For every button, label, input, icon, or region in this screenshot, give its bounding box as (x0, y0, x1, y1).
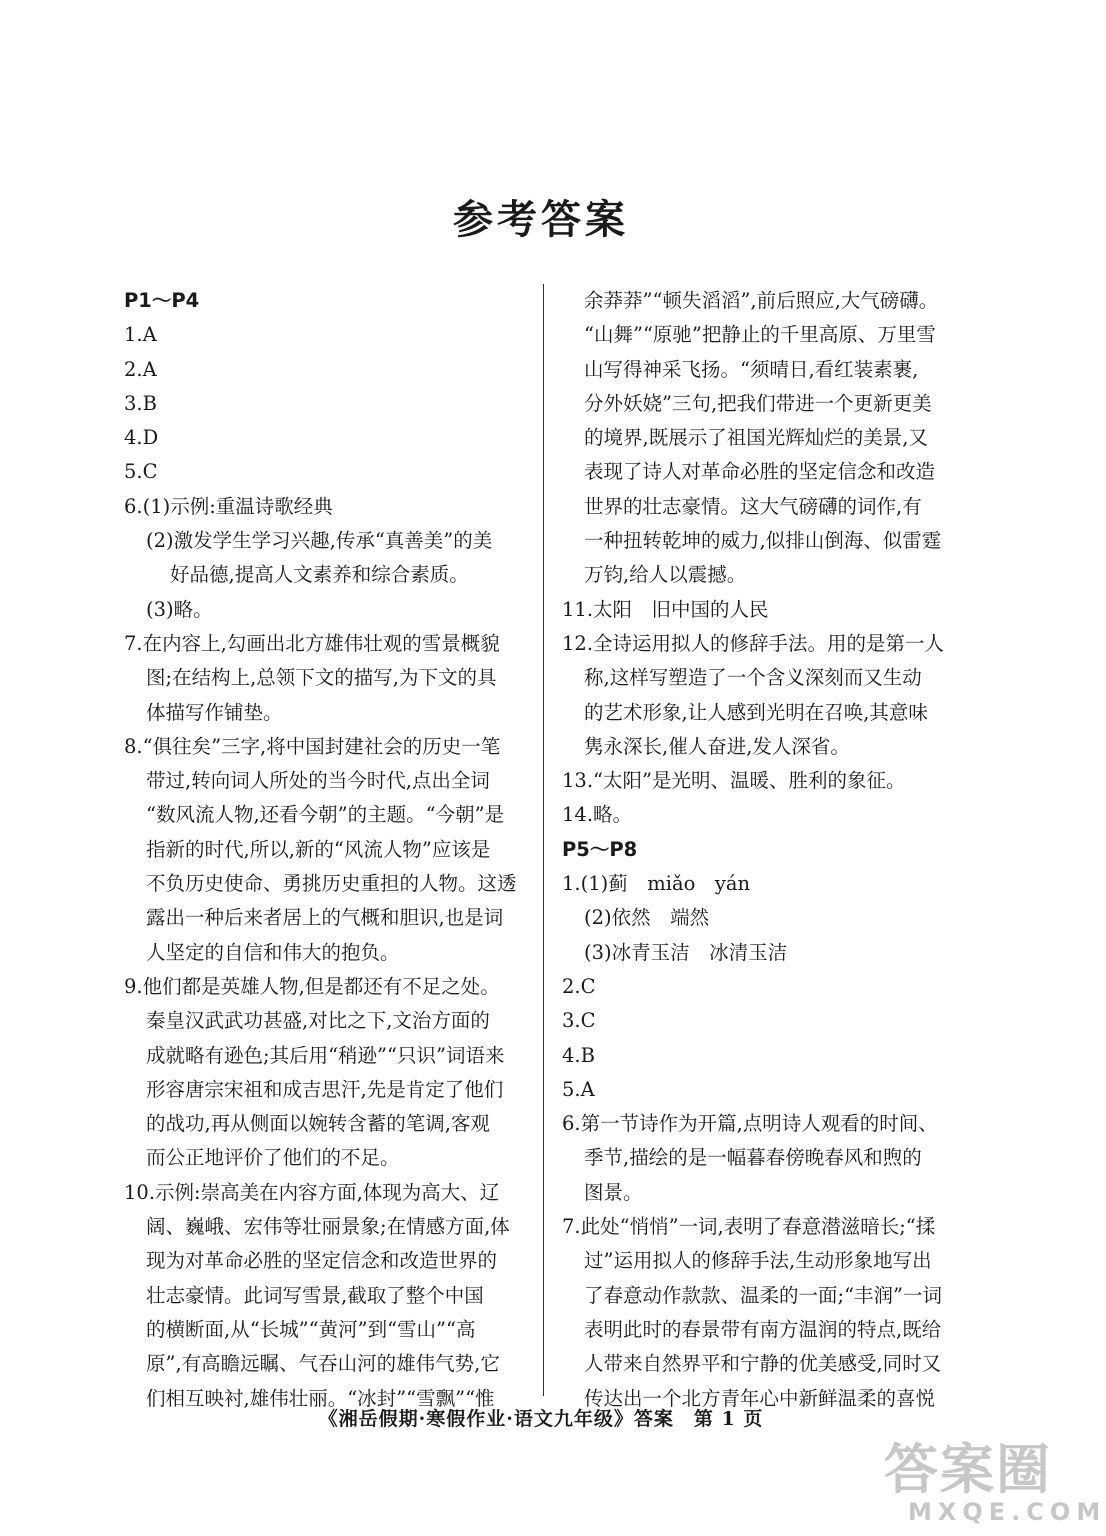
answer-line: 5.C (124, 460, 158, 484)
answer-line: 11.太阳 旧中国的人民 (562, 597, 769, 621)
answer-line: (3)略。 (146, 597, 213, 621)
answer-line: 的战功,再从侧面以婉转含蓄的笔调,客观 (146, 1112, 490, 1136)
answer-line: (2)激发学生学习兴趣,传承“真善美”的美 (146, 529, 493, 553)
answer-line: 2.C (562, 974, 596, 998)
answer-line: 14.略。 (562, 803, 633, 827)
answer-line: 原”,有高瞻远瞩、气吞山河的雄伟气势,它 (146, 1352, 500, 1376)
answer-line: 8.“俱往矣”三字,将中国封建社会的历史一笔 (124, 734, 501, 758)
answer-line: “山舞”“原驰”把静止的千里高原、万里雪 (584, 323, 936, 347)
answer-column-left (124, 284, 534, 1416)
answer-line: 5.A (562, 1077, 595, 1101)
answer-line: (3)冰青玉洁 冰清玉洁 (584, 940, 788, 964)
answer-line: 露出一种后来者居上的气概和胆识,也是词 (146, 906, 504, 930)
answer-line: 现为对革命必胜的坚定信念和改造世界的 (146, 1249, 498, 1273)
answer-line: 世界的壮志豪情。这大气磅礴的词作,有 (584, 494, 922, 518)
answer-line: 人坚定的自信和伟大的抱负。 (146, 940, 400, 964)
answer-line: 6.第一节诗作为开篇,点明诗人观看的时间、 (562, 1112, 938, 1136)
answer-line: “数风流人物,还看今朝”的主题。“今朝”是 (146, 803, 505, 827)
answer-line: 形容唐宗宋祖和成吉思汗,先是肯定了他们 (146, 1077, 504, 1101)
answer-line: 13.“太阳”是光明、温暖、胜利的象征。 (562, 769, 906, 793)
answer-line: 不负历史使命、勇挑历史重担的人物。这透 (146, 872, 517, 896)
answer-line: 的境界,既展示了祖国光辉灿烂的美景,又 (584, 426, 928, 450)
answer-line: 隽永深长,催人奋进,发人深省。 (584, 734, 850, 758)
answer-line: 阔、巍峨、宏伟等壮丽景象;在情感方面,体 (146, 1215, 510, 1239)
answer-line: 2.A (124, 357, 157, 381)
answer-line: 12.全诗运用拟人的修辞手法。用的是第一人 (562, 631, 945, 655)
answer-column-right (562, 284, 962, 1416)
answer-line: 而公正地评价了他们的不足。 (146, 1146, 400, 1170)
answer-line: 分外妖娆”三句,把我们带进一个更新更美 (584, 391, 932, 415)
answer-line: 秦皇汉武武功甚盛,对比之下,文治方面的 (146, 1009, 490, 1033)
answer-line: 9.他们都是英雄人物,但是都还有不足之处。 (124, 974, 500, 998)
answer-line: 3.B (124, 391, 157, 415)
answer-line: 壮志豪情。此词写雪景,截取了整个中国 (146, 1283, 484, 1307)
answer-line: 图;在结构上,总领下文的描写,为下文的具 (146, 666, 497, 690)
answer-line: 成就略有逊色;其后用“稍逊”“只识”词语来 (146, 1043, 505, 1067)
answer-line: 们相互映衬,雄伟壮丽。“冰封”“雪飘”“惟 (146, 1386, 495, 1410)
watermark-main: 答案圈 (884, 1438, 1052, 1501)
section-heading: P1～P4 (124, 289, 200, 312)
answer-line: 一种扭转乾坤的威力,似排山倒海、似雷霆 (584, 529, 942, 553)
answer-line: 6.(1)示例:重温诗歌经典 (124, 494, 333, 518)
answer-line: 的横断面,从“长城”“黄河”到“雪山”“高 (146, 1317, 476, 1341)
answer-line: 3.C (562, 1009, 596, 1033)
answer-line: 指新的时代,所以,新的“风流人物”应该是 (146, 837, 491, 861)
answer-line: 带过,转向词人所处的当今时代,点出全词 (146, 769, 490, 793)
answer-line: 称,这样写塑造了一个含义深刻而又生动 (584, 666, 922, 690)
answer-line: 过”运用拟人的修辞手法,生动形象地写出 (584, 1249, 932, 1273)
answer-line: 1.A (124, 323, 157, 347)
answer-line: 4.B (562, 1043, 595, 1067)
answer-line: 了春意动作款款、温柔的一面;“丰润”一词 (584, 1283, 943, 1307)
answer-line: 1.(1)蓟 miǎo yán (562, 872, 751, 896)
watermark-sub: MXQE.COM (908, 1498, 1106, 1526)
answer-line: 山写得神采飞扬。“须晴日,看红装素裹, (584, 357, 919, 381)
answer-line: 传达出一个北方青年心中新鲜温柔的喜悦 (584, 1386, 936, 1410)
answer-line: 表明此时的春景带有南方温润的特点,既给 (584, 1317, 942, 1341)
answer-line: 7.在内容上,勾画出北方雄伟壮观的雪景概貌 (124, 631, 500, 655)
answer-line: 4.D (124, 426, 159, 450)
answer-line: 好品德,提高人文素养和综合素质。 (170, 563, 469, 587)
answer-line: (2)依然 端然 (584, 906, 710, 930)
column-divider (543, 284, 544, 1396)
answer-line: 余莽莽”“顿失滔滔”,前后照应,大气磅礴。 (584, 289, 939, 312)
answer-line: 图景。 (584, 1180, 643, 1204)
page-footer: 《湘岳假期·寒假作业·语文九年级》答案 第 1 页 (318, 1408, 764, 1430)
watermark-logo (884, 1438, 1106, 1530)
page-title: 参考答案 (453, 197, 629, 243)
answer-line: 体描写作铺垫。 (146, 700, 283, 724)
section-heading: P5～P8 (562, 837, 638, 861)
answer-line: 10.示例:崇高美在内容方面,体现为高大、辽 (124, 1180, 500, 1204)
answer-line: 7.此处“悄悄”一词,表明了春意潜滋暗长;“揉 (562, 1215, 936, 1239)
answer-line: 季节,描绘的是一幅暮春傍晚春风和煦的 (584, 1146, 922, 1170)
answer-line: 万钧,给人以震撼。 (584, 563, 747, 587)
answer-line: 表现了诗人对革命必胜的坚定信念和改造 (584, 460, 936, 484)
answer-line: 人带来自然界平和宁静的优美感受,同时又 (584, 1352, 942, 1376)
answer-line: 的艺术形象,让人感到光明在召唤,其意味 (584, 700, 928, 724)
